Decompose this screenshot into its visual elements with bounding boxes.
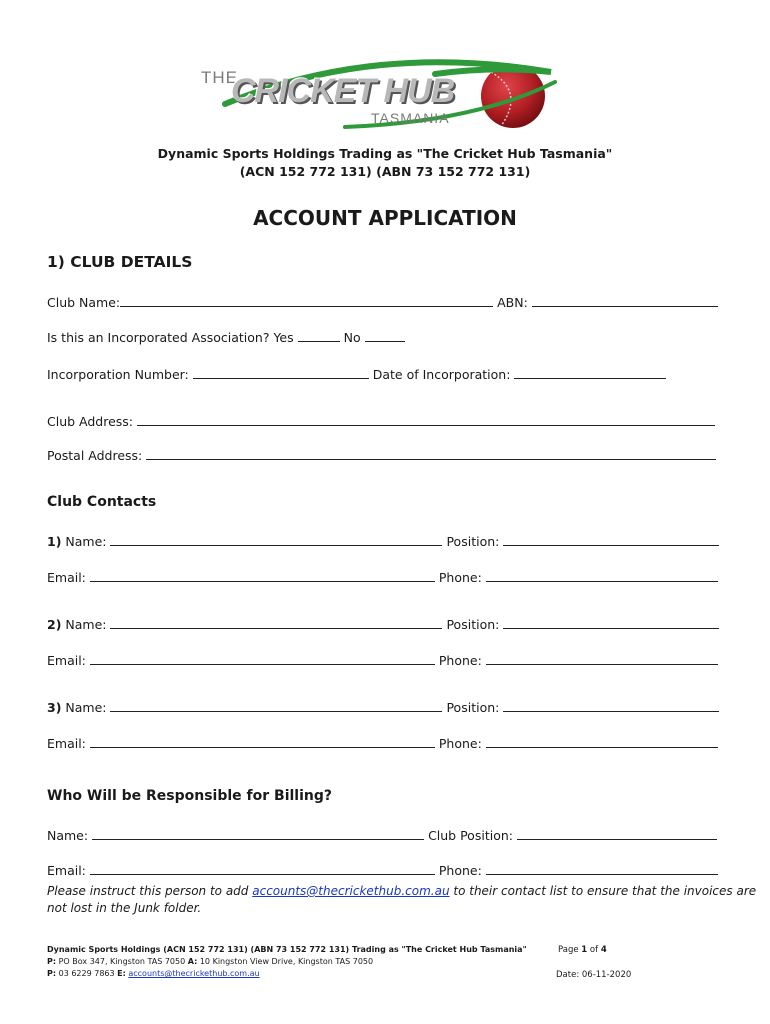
club-name-row xyxy=(47,294,718,310)
incorporated-yes-field[interactable] xyxy=(298,329,340,342)
of-word: of xyxy=(589,945,599,955)
billing-heading: Who Will be Responsible for Billing? xyxy=(47,788,333,804)
billing-note-post: to their contact list to ensure that the invoices are xyxy=(453,884,757,898)
incorporated-row xyxy=(47,329,405,345)
contact-2-phone-field[interactable] xyxy=(486,652,718,665)
billing-name-field[interactable] xyxy=(92,827,424,840)
club-address-field[interactable] xyxy=(137,413,715,426)
incorporation-row xyxy=(47,366,666,382)
incorporation-number-field[interactable] xyxy=(193,366,369,379)
footer-a-label: A: xyxy=(187,957,198,966)
contact-position-label: Position: xyxy=(446,617,500,632)
postal-address-row xyxy=(47,447,716,463)
footer-e-label: E: xyxy=(117,969,126,978)
footer-po-box: PO Box 347, Kingston TAS 7050 xyxy=(58,957,186,966)
billing-phone-label: Phone: xyxy=(438,863,482,878)
contact-position-label: Position: xyxy=(446,534,500,549)
contact-email-label: Email: xyxy=(47,736,86,751)
postal-address-label: Postal Address: xyxy=(47,448,143,463)
billing-email-row xyxy=(47,862,718,878)
footer-phone: 03 6229 7863 xyxy=(58,969,115,978)
contact-phone-label: Phone: xyxy=(438,653,482,668)
billing-club-position-label: Club Position: xyxy=(428,828,513,843)
contact-1-phone-field[interactable] xyxy=(486,569,718,582)
contact-name-label: Name: xyxy=(65,534,107,549)
contact-1-name-row xyxy=(47,533,719,549)
contact-number: 3) xyxy=(47,700,62,715)
billing-note-pre: Please instruct this person to add xyxy=(47,884,249,898)
incorporated-no-field[interactable] xyxy=(365,329,405,342)
footer-p-label: P: xyxy=(47,957,57,966)
contact-2-email-field[interactable] xyxy=(90,652,435,665)
contact-name-label: Name: xyxy=(65,700,107,715)
contact-3-name-row xyxy=(47,699,719,715)
contact-1-email-field[interactable] xyxy=(90,569,435,582)
logo xyxy=(195,52,565,134)
footer-street-address: 10 Kingston View Drive, Kingston TAS 7050 xyxy=(199,957,374,966)
logo-region-text: TASMANIA xyxy=(371,110,450,126)
contact-2-name-row xyxy=(47,616,719,632)
page-number xyxy=(558,945,607,955)
contact-position-label: Position: xyxy=(446,700,500,715)
contact-number: 2) xyxy=(47,617,62,632)
contact-3-email-field[interactable] xyxy=(90,735,435,748)
contact-name-label: Name: xyxy=(65,617,107,632)
footer-contact-line xyxy=(47,968,527,980)
logo-name-text: CRICKET HUB xyxy=(231,72,455,110)
incorporated-question: Is this an Incorporated Association? Yes xyxy=(47,330,294,345)
company-acn-abn-line: (ACN 152 772 131) (ABN 73 152 772 131) xyxy=(239,164,531,179)
contact-2-position-field[interactable] xyxy=(503,616,719,629)
incorporation-date-label: Date of Incorporation: xyxy=(372,367,511,382)
billing-club-position-field[interactable] xyxy=(517,827,717,840)
contact-1-email-row xyxy=(47,569,718,585)
billing-name-label: Name: xyxy=(47,828,89,843)
footer-email-link[interactable]: accounts@thecrickethub.com.au xyxy=(128,969,260,978)
abn-label: ABN: xyxy=(497,295,528,310)
page-current: 1 xyxy=(581,945,588,955)
incorporation-number-label: Incorporation Number: xyxy=(47,367,189,382)
contact-email-label: Email: xyxy=(47,653,86,668)
club-address-row xyxy=(47,413,715,429)
page-title: ACCOUNT APPLICATION xyxy=(253,206,517,230)
postal-address-field[interactable] xyxy=(146,447,716,460)
contact-3-email-row xyxy=(47,735,718,751)
footer-phone-label: P: xyxy=(47,969,57,978)
contact-3-name-field[interactable] xyxy=(110,699,442,712)
contact-phone-label: Phone: xyxy=(438,570,482,585)
section-club-details-heading: 1) CLUB DETAILS xyxy=(47,253,193,271)
club-name-field[interactable] xyxy=(120,294,493,307)
page-word: Page xyxy=(558,945,579,955)
club-name-label: Club Name: xyxy=(47,295,121,310)
billing-name-row xyxy=(47,827,717,843)
contact-1-name-field[interactable] xyxy=(110,533,442,546)
footer-date: Date: 06-11-2020 xyxy=(556,970,632,980)
club-contacts-heading: Club Contacts xyxy=(47,494,157,510)
company-trading-line: Dynamic Sports Holdings Trading as "The Cricket Hub Tasmania" xyxy=(157,146,613,161)
incorporated-no-label: No xyxy=(343,330,361,345)
logo-the-text: THE xyxy=(201,68,238,87)
contact-number: 1) xyxy=(47,534,62,549)
contact-3-phone-field[interactable] xyxy=(486,735,718,748)
abn-field[interactable] xyxy=(532,294,718,307)
contact-2-name-field[interactable] xyxy=(110,616,442,629)
footer-company: Dynamic Sports Holdings (ACN 152 772 131) (ABN 73 152 772 131) Trading as "The Cricket Hub Tasmania" xyxy=(47,945,527,954)
footer xyxy=(47,944,527,980)
billing-email-field[interactable] xyxy=(90,862,435,875)
contact-2-email-row xyxy=(47,652,718,668)
billing-note-email-link[interactable]: accounts@thecrickethub.com.au xyxy=(252,884,450,898)
billing-note-line2: not lost in the Junk folder. xyxy=(47,901,202,915)
contact-phone-label: Phone: xyxy=(438,736,482,751)
billing-email-label: Email: xyxy=(47,863,86,878)
incorporation-date-field[interactable] xyxy=(514,366,666,379)
billing-note xyxy=(47,883,756,917)
club-address-label: Club Address: xyxy=(47,414,134,429)
page-total: 4 xyxy=(600,945,607,955)
contact-email-label: Email: xyxy=(47,570,86,585)
contact-1-position-field[interactable] xyxy=(503,533,719,546)
footer-address-line xyxy=(47,956,527,968)
billing-phone-field[interactable] xyxy=(486,862,718,875)
contact-3-position-field[interactable] xyxy=(503,699,719,712)
